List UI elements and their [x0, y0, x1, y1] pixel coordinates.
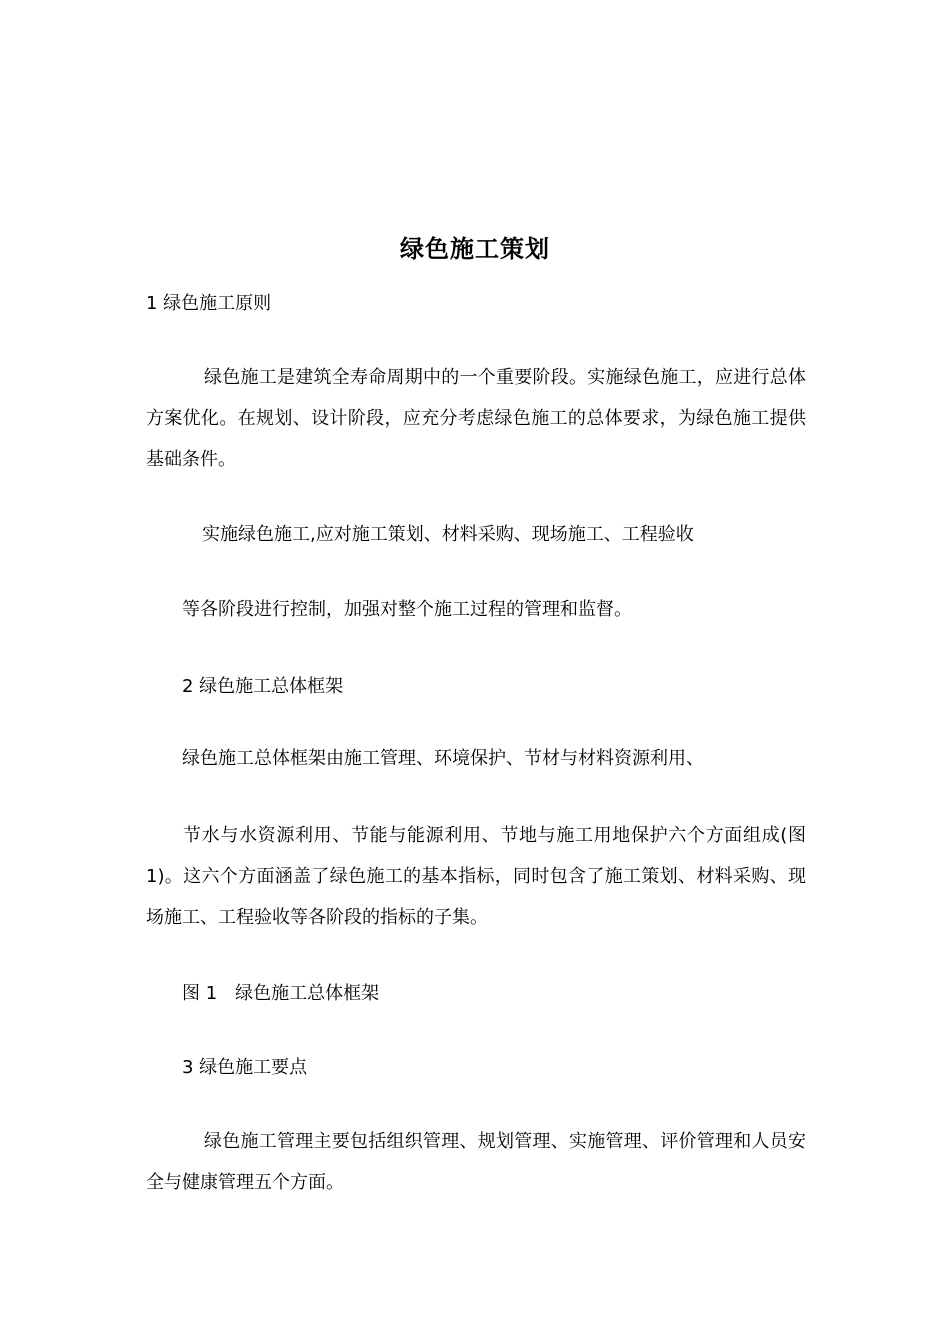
- figure-caption: 图 1 绿色施工总体框架: [182, 983, 380, 1004]
- section-3-heading: 3 绿色施工要点: [182, 1057, 308, 1078]
- paragraph-management: 绿色施工管理主要包括组织管理、规划管理、实施管理、评价管理和人员安全与健康管理五个方面。: [146, 1131, 806, 1193]
- section-2-heading: 2 绿色施工总体框架: [182, 676, 344, 697]
- paragraph-framework-rest: 节水与水资源利用、节能与能源利用、节地与施工用地保护六个方面组成(图 1)。这六个方面涵盖了绿色施工的基本指标，同时包含了施工策划、材料采购、现场施工、工程验收等各阶段的指标的子集。: [146, 825, 806, 928]
- paragraph-control-line-1: 实施绿色施工,应对施工策划、材料采购、现场施工、工程验收: [202, 524, 694, 545]
- paragraph-principle: 绿色施工是建筑全寿命周期中的一个重要阶段。实施绿色施工，应进行总体方案优化。在规划、设计阶段，应充分考虑绿色施工的总体要求，为绿色施工提供基础条件。: [146, 367, 806, 470]
- section-1-heading: 1 绿色施工原则: [146, 293, 272, 314]
- document-title: 绿色施工策划: [400, 235, 550, 263]
- paragraph-framework-line-1: 绿色施工总体框架由施工管理、环境保护、节材与材料资源利用、: [182, 748, 704, 769]
- paragraph-control-line-2: 等各阶段进行控制，加强对整个施工过程的管理和监督。: [182, 599, 632, 620]
